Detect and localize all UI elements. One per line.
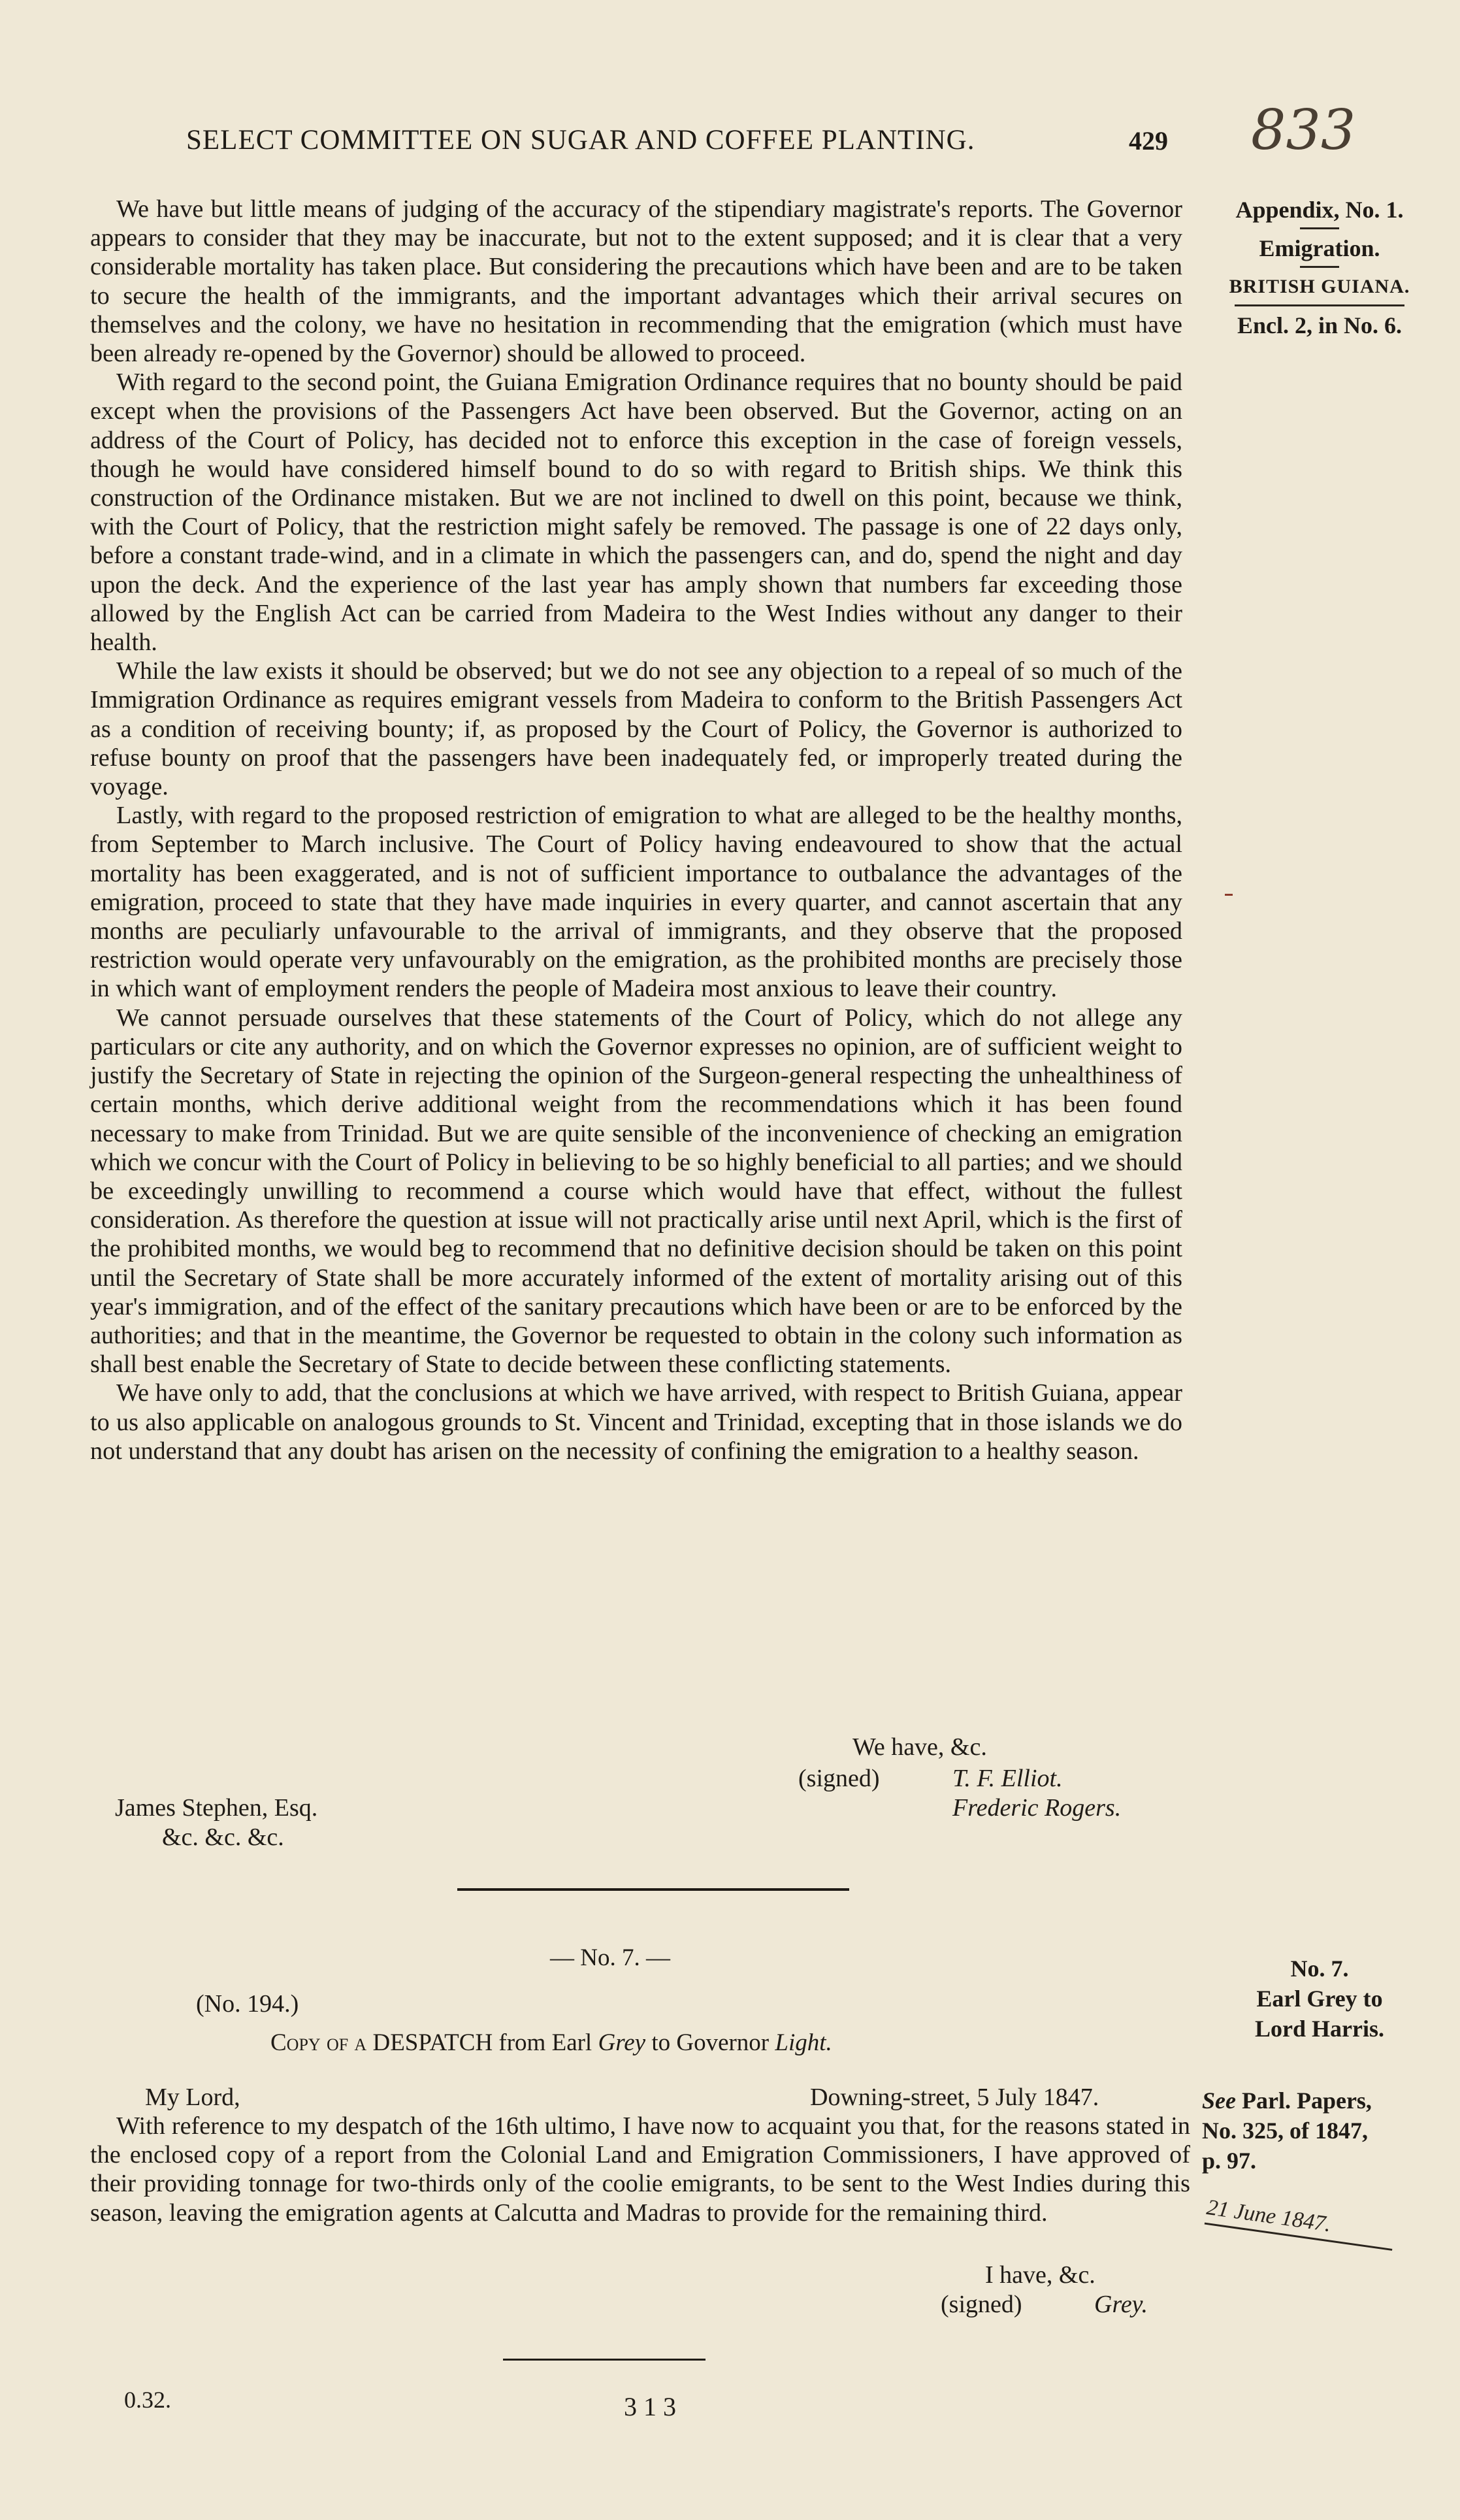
running-header: SELECT COMMITTEE ON SUGAR AND COFFEE PLANTING. (186, 125, 975, 155)
closing-have: I have, &c. (985, 2261, 1095, 2289)
addressee-etc: &c. &c. &c. (162, 1824, 284, 1851)
signer-rogers: Frederic Rogers. (952, 1794, 1122, 1822)
margin-rule (1300, 266, 1339, 268)
margin-earl-grey: Earl Grey to (1256, 1986, 1383, 2012)
paragraph: We have only to add, that the conclusions at which we have arrived, with respect to British Guiana, appear to us also applicable on analogous grounds to St. Vincent and Trinidad, excepting that in those islands we do not understand that any doubt has arisen on the necessity of confining the emigration to a healthy season. (90, 1379, 1182, 1465)
paragraph: With reference to my despatch of the 16th ultimo, I have now to acquaint you that, for the reasons stated in the enclosed copy of a report from the Colonial Land and Emigration Commissioners, I have approved of their providing tonnage for two-thirds only of the coolie emigrants, to be sent to the West Indies during this season, leaving the emigration agents at Calcutta and Madras to provide for the remaining third. (90, 2112, 1190, 2227)
margin-no325: No. 325, of 1847, (1202, 2118, 1368, 2144)
margin-note-bottom (1189, 1954, 1450, 2044)
margin-parl: Parl. Papers, (1241, 2087, 1372, 2114)
section-number: — No. 7. — (550, 1944, 670, 1971)
closing-we-have: We have, &c. (852, 1733, 987, 1761)
margin-enclosure: Encl. 2, in No. 6. (1237, 312, 1403, 338)
margin-lord-harris: Lord Harris. (1255, 2016, 1384, 2042)
closing-signed2: (signed) (941, 2291, 1022, 2318)
title-main: DESPATCH from Earl (372, 2029, 592, 2056)
paragraph: With regard to the second point, the Guiana Emigration Ordinance requires that no bounty should be paid except when the provisions of the Passengers Act have been observed. But the Governor, acting on an address of the Court of Policy, has decided not to enforce this exception in the case of foreign vessels, though he would have considered himself bound to do so with regard to British ships. We think this construction of the Ordinance mistaken. But we are not inclined to dwell on this point, because we think, with the Court of Policy, that the restriction might safely be removed. The passage is one of 22 days only, before a constant trade-wind, and in a climate in which the passengers can, and do, spend the night and day upon the deck. And the experience of the last year has amply shown that numbers far exceeding those allowed by the English Act can be carried from Madeira to the West Indies without any danger to their health. (90, 368, 1182, 657)
dateline: Downing-street, 5 July 1847. (810, 2084, 1099, 2111)
despatch-body (90, 2112, 1190, 2227)
title-copy: Copy of a (270, 2029, 367, 2056)
margin-no7: No. 7. (1290, 1955, 1349, 1982)
handwritten-folio: 833 (1251, 98, 1356, 162)
handwritten-date: 21 June 1847. (1205, 2195, 1396, 2251)
report-body (90, 195, 1182, 1465)
margin-rule (1235, 304, 1404, 306)
margin-see: See (1202, 2087, 1236, 2114)
margin-region: BRITISH GUIANA. (1229, 276, 1410, 297)
margin-section: Emigration. (1259, 235, 1380, 261)
title-to: to Governor (651, 2029, 770, 2056)
addressee: James Stephen, Esq. (115, 1794, 318, 1822)
salutation: My Lord, (145, 2084, 240, 2111)
footer-rule (503, 2359, 706, 2361)
margin-rule (1300, 227, 1339, 229)
paragraph: We have but little means of judging of the accuracy of the stipendiary magistrate's reports. The Governor appears to consider that they may be inaccurate, but not to the extent supposed; and it is clear that a very considerable mortality has taken place. But considering the precautions which have been and are to be taken to secure the health of the immigrants, and the important advantages which their arrival secures on themselves and the colony, we have no hesitation in recommending that the emigration (which must have been already re-opened by the Governor) should be allowed to proceed. (90, 195, 1182, 368)
title-grey: Grey (598, 2029, 646, 2056)
margin-p97: p. 97. (1202, 2148, 1257, 2174)
margin-mark (1225, 894, 1233, 896)
signer-grey: Grey. (1094, 2291, 1148, 2318)
title-light: Light. (775, 2029, 832, 2056)
signer-elliot: T. F. Elliot. (952, 1765, 1063, 1792)
paragraph: While the law exists it should be observed; but we do not see any objection to a repeal of so much of the Immigration Ordinance as requires emigrant vessels from Madeira to conform to the British Passengers Act as a condition of receiving bounty; if, as proposed by the Court of Policy, the Governor is authorized to refuse bounty on proof that the passengers have been inadequately fed, or improperly treated during the voyage. (90, 657, 1182, 801)
despatch-ref: (No. 194.) (196, 1990, 299, 2018)
paragraph: We cannot persuade ourselves that these statements of the Court of Policy, which do not allege any particulars or cite any authority, and on which the Governor expresses no opinion, are of sufficient weight to justify the Secretary of State in rejecting the opinion of the Surgeon-general respecting the unhealthiness of certain months, which derive additional weight from the recommendations which it has been found necessary to make from Trinidad. But we are quite sensible of the inconvenience of checking an emigration which we concur with the Court of Policy in believing to be so highly beneficial to all parties; and we should be exceedingly unwilling to recommend a course which would have that effect, without the fullest consideration. As therefore the question at issue will not practically arise until next April, which is the first of the prohibited months, we would beg to recommend that no definitive decision should be taken on this point until the Secretary of State shall be more accurately informed of the extent of mortality arising out of this year's immigration, and of the effect of the sanitary precautions which have been or are to be enforced by the authorities; and that in the meantime, the Governor be requested to obtain in the colony such information as shall best enable the Secretary of State to decide between these conflicting statements. (90, 1004, 1182, 1379)
footer-signature: 3 1 3 (624, 2392, 676, 2421)
footer-left: 0.32. (124, 2387, 171, 2413)
paragraph: Lastly, with regard to the proposed restriction of emigration to what are alleged to be the healthy months, from September to March inclusive. The Court of Policy having endeavoured to show that the actual mortality has been exaggerated, and is not of sufficient importance to outbalance the advantages of the emigration, proceed to state that they have made inquiries in every quarter, and cannot ascertain that any months are peculiarly unfavourable to the arrival of immigrants, and they observe that the proposed restriction would operate very unfavourably on the emigration, as the prohibited months are precisely those in which want of employment renders the people of Madeira most anxious to leave their country. (90, 802, 1182, 1003)
page-number: 429 (1129, 126, 1168, 155)
margin-appendix: Appendix, No. 1. (1235, 197, 1404, 223)
margin-see-parl (1202, 2086, 1460, 2176)
margin-note-top (1189, 195, 1450, 340)
closing-signed: (signed) (798, 1765, 880, 1792)
section-divider (457, 1888, 849, 1891)
despatch-title (270, 2029, 832, 2057)
